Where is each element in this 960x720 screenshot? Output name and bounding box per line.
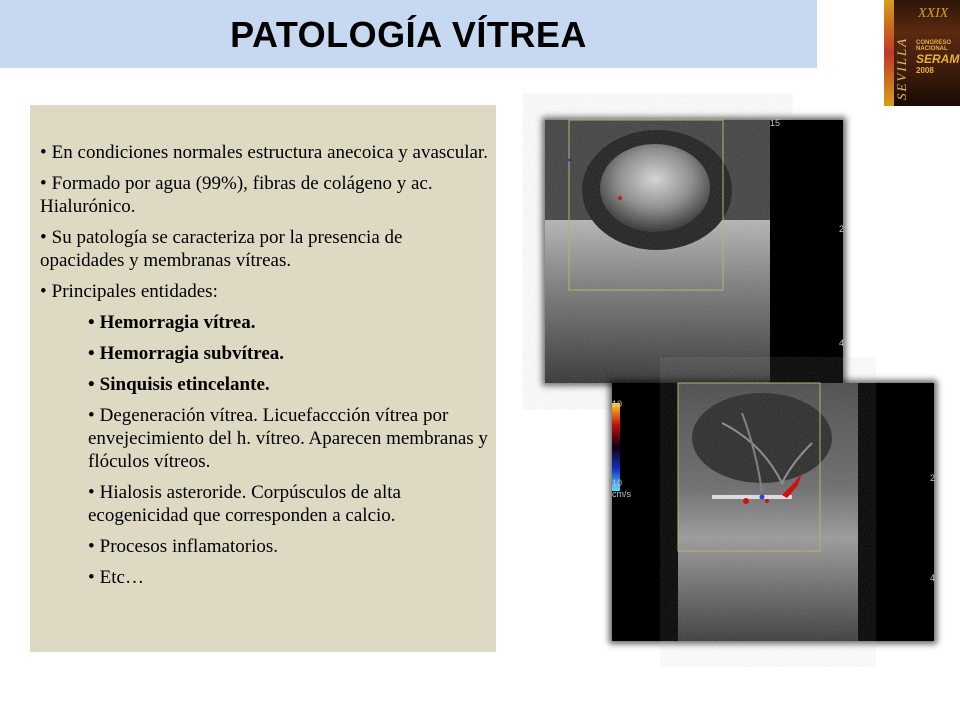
text-panel (30, 105, 496, 652)
bullet-text: Procesos inflamatorios. (99, 536, 279, 557)
bullet-marker: • (88, 482, 95, 503)
bullet-item (88, 535, 490, 558)
bullet-text: Formado por agua (99%), fibras de colágeno y ac. Hialurónico. (40, 173, 433, 217)
us1-depth-4: 4 (839, 338, 845, 348)
doppler-scale-top: 10 (612, 399, 623, 409)
bullet-item (40, 172, 490, 218)
logo-flag-stripe (884, 0, 894, 106)
bullet-marker: • (88, 312, 95, 333)
logo-org (916, 40, 959, 75)
bullet-text: Principales entidades: (51, 281, 218, 302)
bullet-item (88, 373, 490, 396)
bullet-marker: • (40, 173, 47, 194)
bullet-marker: • (88, 567, 95, 588)
ultrasound-1-graphic (545, 120, 843, 383)
bullet-text: Hemorragia subvítrea. (99, 343, 284, 364)
bullet-text: Su patología se caracteriza por la presencia de opacidades y membranas vítreas. (40, 227, 403, 271)
logo-year: 2008 (916, 66, 934, 75)
logo-org-line: SERAM (916, 52, 960, 66)
bullet-item (88, 404, 490, 473)
bullet-marker: • (88, 536, 95, 557)
bullet-text: Etc… (99, 567, 144, 588)
logo-city: SEVILLA (894, 36, 909, 100)
bullet-list (40, 141, 490, 597)
bullet-marker: • (40, 281, 47, 302)
bullet-marker: • (40, 227, 47, 248)
bullet-item (88, 481, 490, 527)
bullet-text: Hemorragia vítrea. (99, 312, 256, 333)
bullet-text: Degeneración vítrea. Licuefaccción vítrea por envejecimiento del h. vítreo. Aparecen membranas y flóculos vítreos. (88, 405, 488, 472)
logo-edition: XXIX (918, 6, 949, 21)
bullet-item (40, 280, 490, 303)
bullet-marker: • (40, 142, 47, 163)
ultrasound-image-doppler (612, 383, 934, 641)
logo-org-line: NACIONAL (916, 46, 948, 52)
ultrasound-2-graphic (612, 383, 934, 641)
bullet-marker: • (88, 374, 95, 395)
bullet-item (88, 311, 490, 334)
us1-header-mark: 15 (770, 118, 781, 128)
bullet-text: Sinquisis etincelante. (99, 374, 270, 395)
us2-depth-4: 4 (930, 573, 936, 583)
bullet-item (40, 141, 490, 164)
slide-title: PATOLOGÍA VÍTREA (230, 14, 587, 55)
doppler-scale-bottom: 10 (612, 478, 623, 488)
bullet-marker: • (88, 343, 95, 364)
doppler-scale-unit: cm/s (612, 489, 631, 499)
bullet-item (88, 342, 490, 365)
bullet-item (40, 226, 490, 272)
logo-org-line: CONGRESO (916, 40, 952, 46)
congress-logo (884, 0, 960, 106)
us1-depth-2: 2 (839, 224, 845, 234)
bullet-text: En condiciones normales estructura anecoica y avascular. (51, 142, 488, 163)
bullet-marker: • (88, 405, 95, 426)
bullet-text: Hialosis asteroride. Corpúsculos de alta ecogenicidad que corresponden a calcio. (88, 482, 401, 526)
bullet-item (88, 566, 490, 589)
ultrasound-image-hemorrhage (545, 120, 843, 383)
us2-depth-2: 2 (930, 473, 936, 483)
